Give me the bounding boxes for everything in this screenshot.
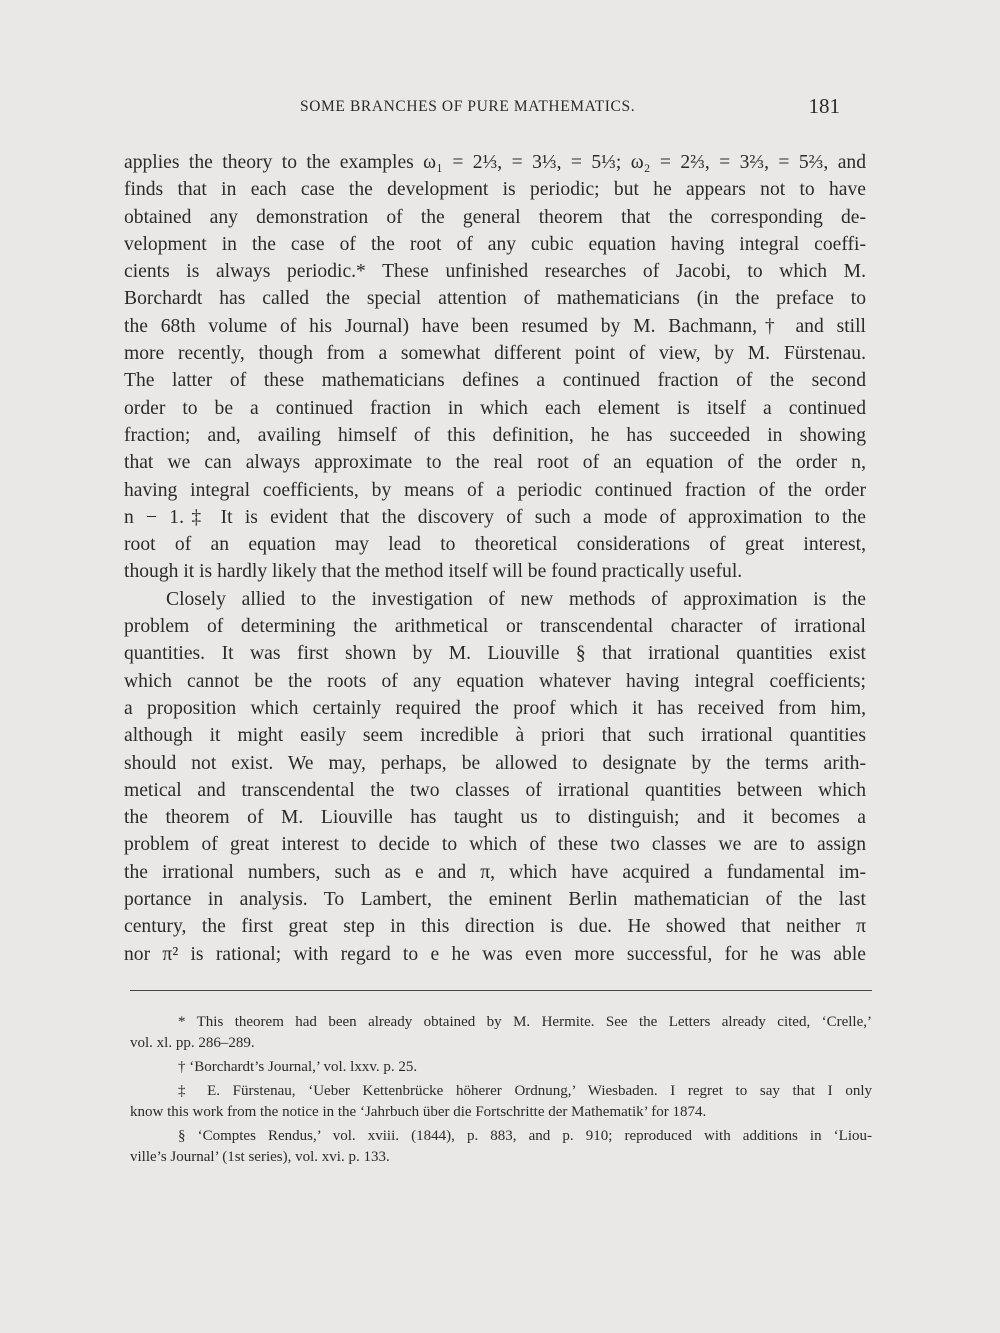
text-line: nor π² is rational; with regard to e he was even more successful, for he was able	[124, 943, 866, 965]
text-line: n − 1.‡ It is evident that the discovery of such a mode of approximation to the	[124, 506, 866, 528]
text-line: having integral coefficients, by means of a periodic continued fraction of the order	[124, 479, 866, 501]
text-line: the irrational numbers, such as e and π, which have acquired a fundamental im-	[124, 861, 866, 883]
text-line: a proposition which certainly required the proof which it has received from him,	[124, 697, 866, 719]
footnotes	[130, 1012, 872, 1171]
text-line: though it is hardly likely that the method itself will be found practically useful.	[124, 561, 743, 583]
footnote-line: ‡ E. Fürstenau, ‘Ueber Kettenbrücke höherer Ordnung,’ Wiesbaden. I regret to say that I only	[178, 1083, 872, 1099]
text-line: problem of determining the arithmetical or transcendental character of irrational	[124, 616, 866, 638]
footnote-line: vol. xl. pp. 286–289.	[130, 1035, 255, 1051]
text-line: quantities. It was first shown by M. Liouville § that irrational quantities exist	[124, 643, 866, 665]
footnote-line: * This theorem had been already obtained by M. Hermite. See the Letters already cited, ‘Crelle,’	[178, 1014, 872, 1030]
text-line: more recently, though from a somewhat different point of view, by M. Fürstenau.	[124, 343, 866, 365]
footnote-line: know this work from the notice in the ‘Jahrbuch über die Fortschritte der Mathematik’ for 1874.	[130, 1104, 707, 1120]
footnote-line: ville’s Journal’ (1st series), vol. xvi. p. 133.	[130, 1149, 390, 1165]
text-line: which cannot be the roots of any equation whatever having integral coefficients;	[124, 670, 866, 692]
text-line: finds that in each case the development is periodic; but he appears not to have	[124, 179, 866, 201]
page-header	[300, 96, 840, 122]
footnote-line: § ‘Comptes Rendus,’ vol. xviii. (1844), p. 883, and p. 910; reproduced with additions in ‘Liou-	[178, 1128, 872, 1144]
footnote-divider	[130, 990, 872, 991]
text-line: the 68th volume of his Journal) have been resumed by M. Bachmann,† and still	[124, 315, 866, 337]
text-line: should not exist. We may, perhaps, be allowed to designate by the terms arith-	[124, 752, 866, 774]
text-line: order to be a continued fraction in which each element is itself a continued	[124, 397, 866, 419]
text-line: problem of great interest to decide to which of these two classes we are to assign	[124, 834, 866, 856]
text-line: although it might easily seem incredible à priori that such irrational quantities	[124, 725, 866, 747]
footnote	[130, 1081, 872, 1123]
paragraph-start-line: Closely allied to the investigation of new methods of approximation is the	[166, 588, 866, 610]
footnote	[130, 1126, 872, 1168]
text-line: metical and transcendental the two classes of irrational quantities between which	[124, 779, 866, 801]
text-line: velopment in the case of the root of any cubic equation having integral coeffi-	[124, 233, 866, 255]
text-line: root of an equation may lead to theoretical considerations of great interest,	[124, 534, 866, 556]
text-line: portance in analysis. To Lambert, the eminent Berlin mathematician of the last	[124, 889, 866, 911]
text-line: Borchardt has called the special attention of mathematicians (in the preface to	[124, 288, 866, 310]
page-number: 181	[808, 94, 840, 118]
footnote	[130, 1012, 872, 1054]
running-title: SOME BRANCHES OF PURE MATHEMATICS.	[300, 98, 636, 115]
body-text	[124, 149, 866, 968]
footnote	[130, 1057, 872, 1078]
footnote-line: † ‘Borchardt’s Journal,’ vol. lxxv. p. 25.	[178, 1059, 418, 1075]
text-line: the theorem of M. Liouville has taught us to distinguish; and it becomes a	[124, 807, 866, 829]
text-line: applies the theory to the examples ω₁ = 2⅓, = 3⅓, = 5⅓; ω₂ = 2⅔, = 3⅔, = 5⅔, and	[124, 152, 866, 173]
text-line: obtained any demonstration of the general theorem that the corresponding de-	[124, 206, 866, 228]
text-line: century, the first great step in this direction is due. He showed that neither π	[124, 916, 866, 938]
text-line: that we can always approximate to the real root of an equation of the order n,	[124, 452, 866, 474]
text-line: fraction; and, availing himself of this definition, he has succeeded in showing	[124, 424, 866, 446]
text-line: cients is always periodic.* These unfinished researches of Jacobi, to which M.	[124, 261, 866, 283]
text-line: The latter of these mathematicians defines a continued fraction of the second	[124, 370, 866, 392]
